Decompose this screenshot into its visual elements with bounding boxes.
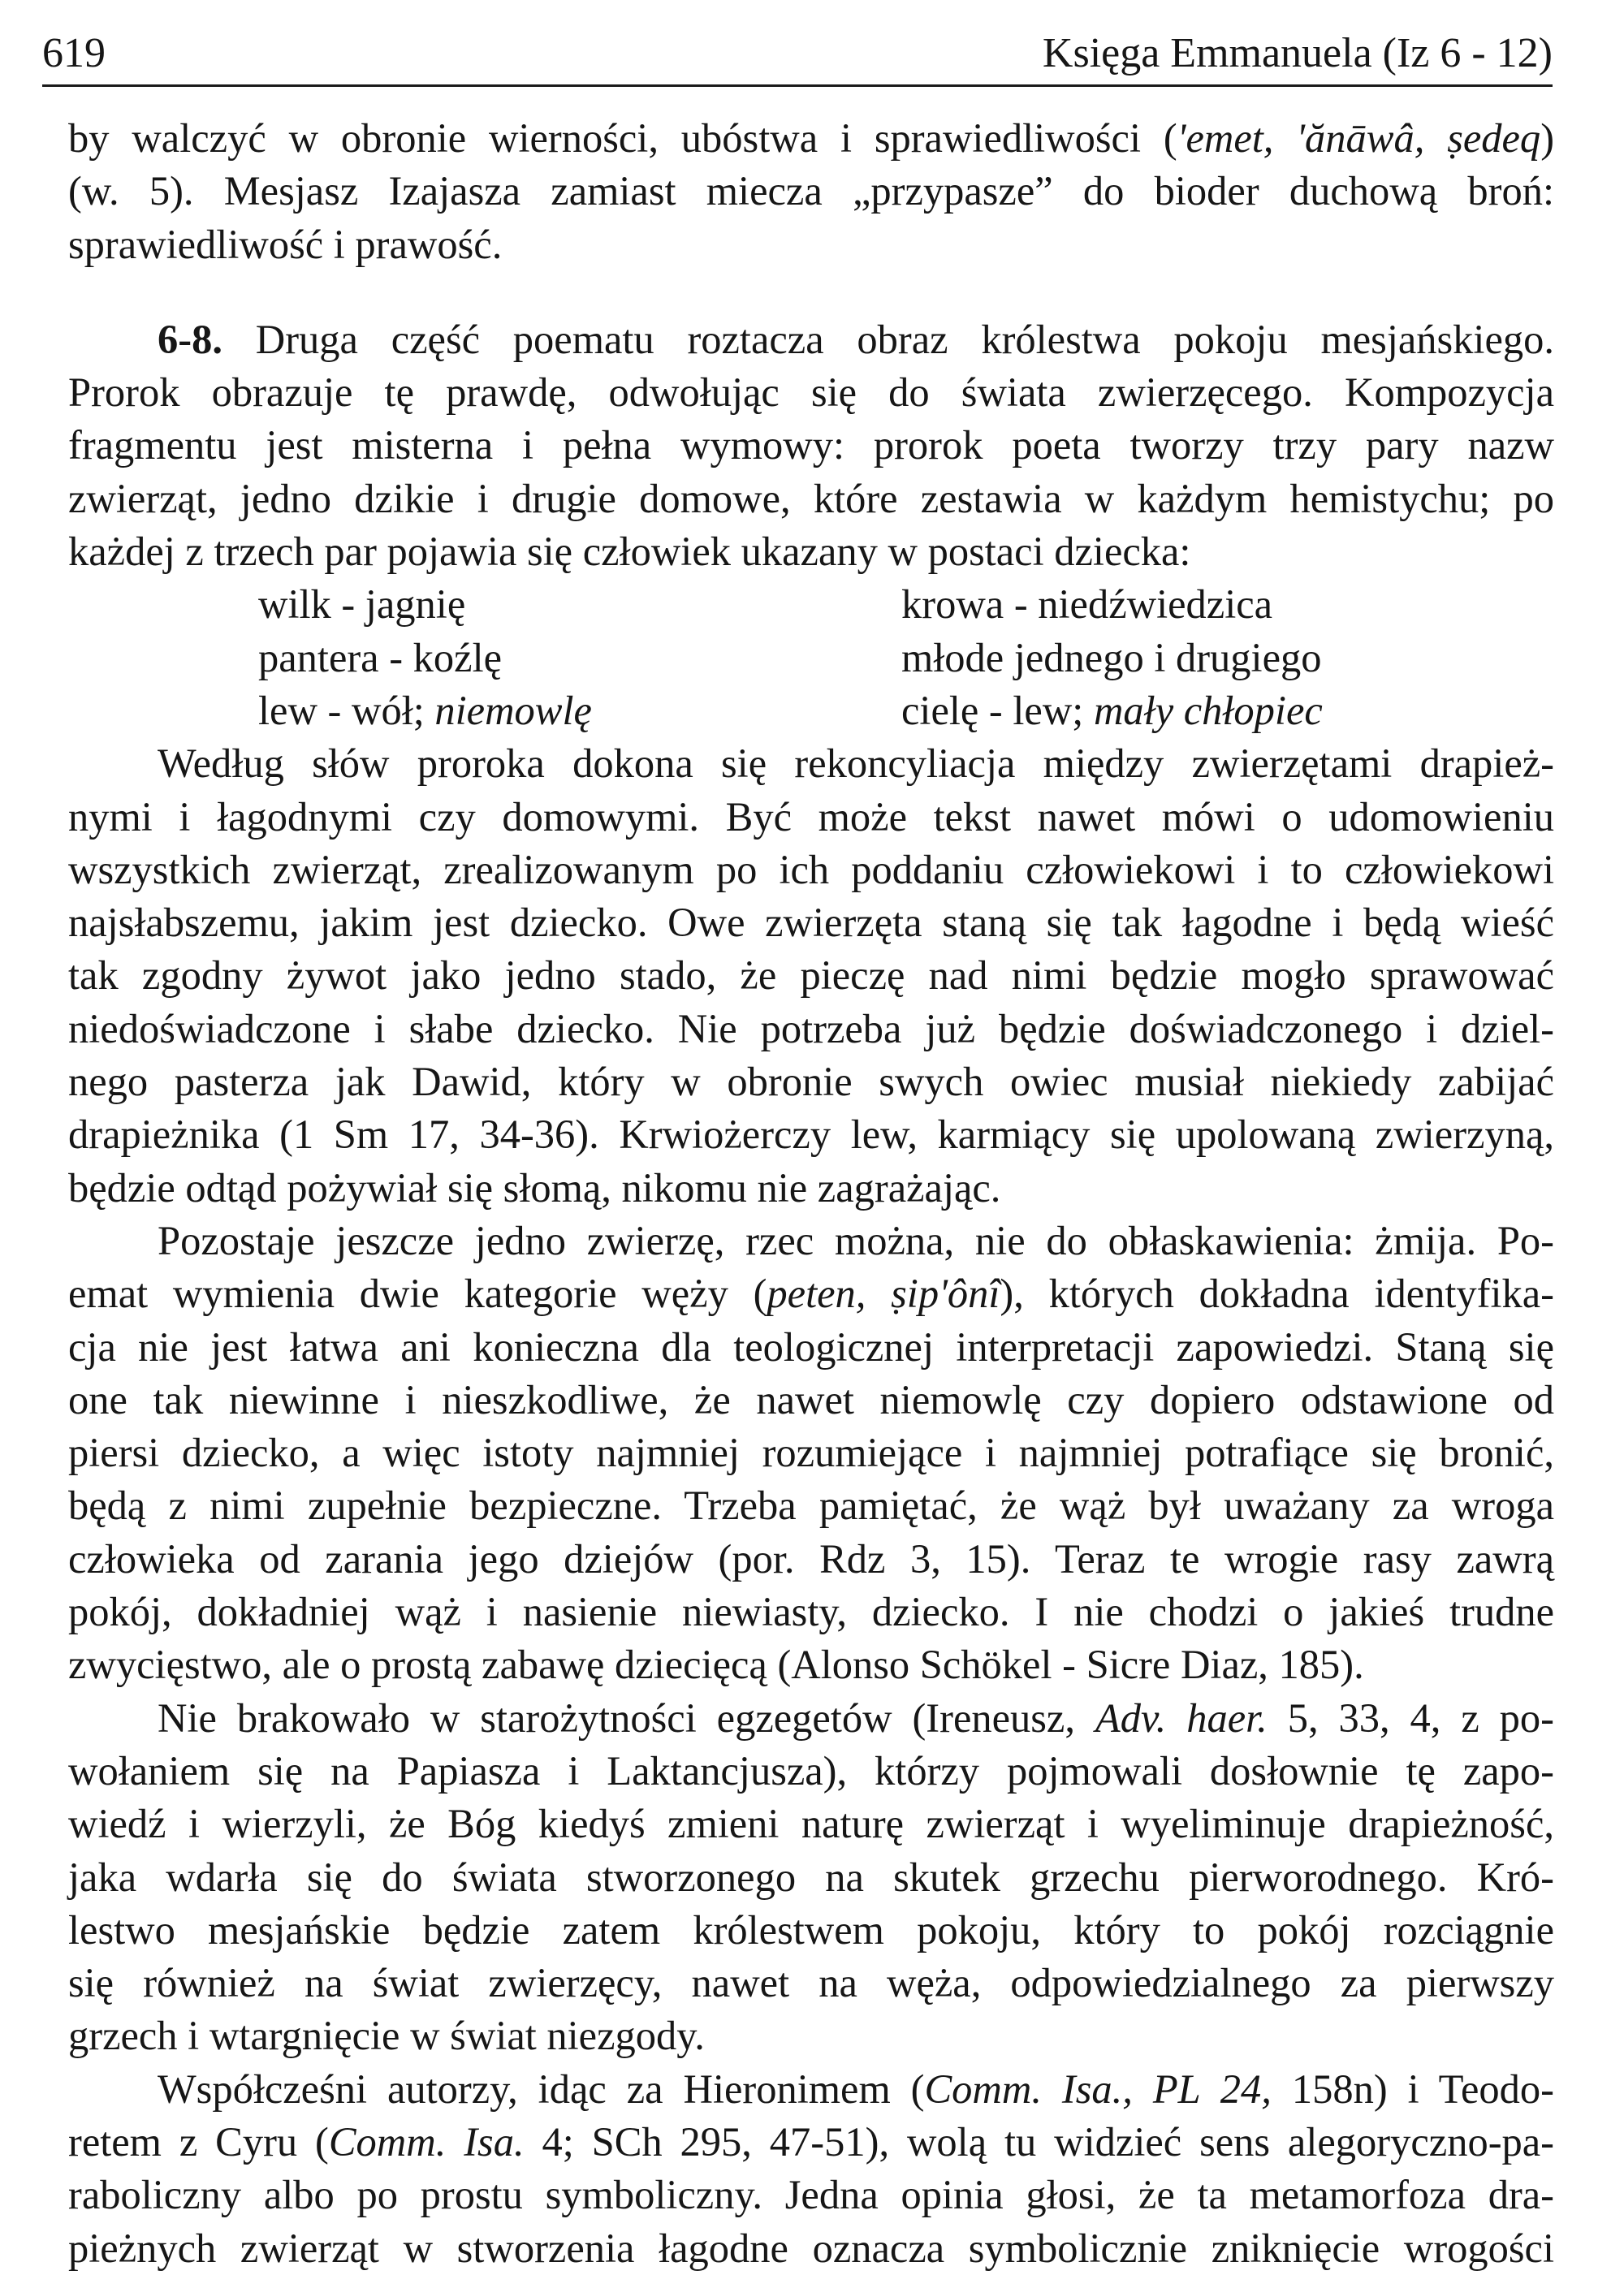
table-cell: pantera - koźlę [258,634,503,680]
text-line: 6-8. Druga część poematu roztacza obraz królestwa pokoju mesjańskiego. [158,316,1554,362]
animal-pairs-table [68,578,1554,737]
body-text [68,112,1554,2275]
table-row [68,578,1554,631]
text-line: Pozostaje jeszcze jedno zwierzę, rzec można, nie do obłaskawienia: żmija. Po- [158,1217,1554,1263]
text-line: wiedź i wierzyli, że Bóg kiedyś zmieni naturę zwierząt i wyeliminuje drapieżność, [68,1801,1554,1847]
running-title: Księga Emmanuela (Iz 6 - 12) [1042,30,1553,76]
text-line: by walczyć w obronie wierności, ubóstwa i sprawiedliwości ('emet, 'ănāwâ, ṣedeq) [68,115,1555,161]
table-cell: krowa - niedźwiedzica [901,581,1273,628]
text-line: człowieka od zarania jego dziejów (por. Rdz 3, 15). Teraz te wrogie rasy zawrą [68,1535,1554,1582]
page-number: 619 [42,30,106,76]
text-line: wszystkich zwierząt, zrealizowanym po ich poddaniu człowiekowi i to człowiekowi [68,846,1554,892]
text-line: nego pasterza jak Dawid, który w obronie swych owiec musiał niekiedy zabijać [68,1059,1554,1105]
text-line: Prorok obrazuje tę prawdę, odwołując się do świata zwierzęcego. Kompozycja [68,369,1554,416]
text-line: pokój, dokładniej wąż i nasienie niewiasty, dziecko. I nie chodzi o jakieś trudne [68,1589,1554,1635]
table-row [68,632,1554,684]
text-line: retem z Cyru (Comm. Isa. 4; SCh 295, 47-51), wolą tu widzieć sens alegoryczno-pa- [68,2118,1554,2165]
text-line: cja nie jest łatwa ani konieczna dla teologicznej interpretacji zapowiedzi. Staną się [68,1323,1554,1370]
text-line: drapieżnika (1 Sm 17, 34-36). Krwiożerczy lew, karmiący się upolowaną zwierzyną, [68,1112,1554,1158]
text-line: sprawiedliwość i prawość. [68,221,503,267]
text-line: się również na świat zwierzęcy, nawet na węża, odpowiedzialnego za pierwszy [68,1960,1554,2006]
table-row [68,684,1554,737]
text-line: raboliczny albo po prostu symboliczny. Jedna opinia głosi, że ta metamorfoza dra- [68,2172,1554,2218]
text-line: tak zgodny żywot jako jedno stado, że pieczę nad nimi będzie mogło sprawować [68,952,1554,999]
table-cell: młode jednego i drugiego [901,634,1322,680]
text-line: zwierząt, jedno dzikie i drugie domowe, które zestawia w każdym hemistychu; po [68,475,1554,521]
table-cell: lew - wół; niemowlę [258,687,592,733]
text-line: jaka wdarła się do świata stworzonego na skutek grzechu pierworodnego. Kró- [68,1854,1554,1900]
text-line: Według słów proroka dokona się rekoncyliacja między zwierzętami drapież- [158,740,1554,787]
text-line: będzie odtąd pożywiał się słomą, nikomu nie zagrażając. [68,1164,1001,1211]
text-line: lestwo mesjańskie będzie zatem królestwem pokoju, który to pokój rozciągnie [68,1906,1554,1953]
text-line: najsłabszemu, jakim jest dziecko. Owe zwierzęta staną się tak łagodne i będą wieść [68,900,1554,946]
text-line: nymi i łagodnymi czy domowymi. Być może tekst nawet mówi o udomowieniu [68,793,1554,840]
text-line: one tak niewinne i nieszkodliwe, że nawet niemowlę czy dopiero odstawione od [68,1376,1554,1422]
text-line: emat wymienia dwie kategorie węży (peten, ṣip'ônî), których dokładna identyfika- [68,1271,1555,1317]
text-line: Nie brakowało w starożytności egzegetów (Ireneusz, Adv. haer. 5, 33, 4, z po- [158,1694,1554,1741]
section-label: 6-8. [158,316,222,362]
text-line: pieżnych zwierząt w stworzenia łagodne oznacza symbolicznie zniknięcie wrogości [68,2225,1554,2271]
text-line: każdej z trzech par pojawia się człowiek ukazany w postaci dziecka: [68,529,1191,575]
table-cell: cielę - lew; mały chłopiec [901,687,1323,733]
page-header [42,19,1553,87]
text-line: Współcześni autorzy, idąc za Hieronimem (Comm. Isa., PL 24, 158n) i Teodo- [158,2066,1554,2112]
text-line: fragmentu jest misterna i pełna wymowy: prorok poeta tworzy trzy pary nazw [68,422,1554,468]
text-line: zwycięstwo, ale o prostą zabawę dziecięcą (Alonso Schökel - Sicre Diaz, 185). [68,1642,1364,1688]
text-line: grzech i wtargnięcie w świat niezgody. [68,2013,705,2059]
text-line: będą z nimi zupełnie bezpieczne. Trzeba pamiętać, że wąż był uważany za wroga [68,1483,1554,1529]
text-line: wołaniem się na Papiasza i Laktancjusza), którzy pojmowali dosłownie tę zapo- [68,1747,1554,1794]
text-line: piersi dziecko, a więc istoty najmniej rozumiejące i najmniej potrafiące się bronić, [68,1430,1554,1476]
text-line: (w. 5). Mesjasz Izajasza zamiast miecza „przypasze” do bioder duchową broń: [68,168,1554,214]
text-line: niedoświadczone i słabe dziecko. Nie potrzeba już będzie doświadczonego i dziel- [68,1005,1554,1051]
table-cell: wilk - jagnię [258,581,466,628]
